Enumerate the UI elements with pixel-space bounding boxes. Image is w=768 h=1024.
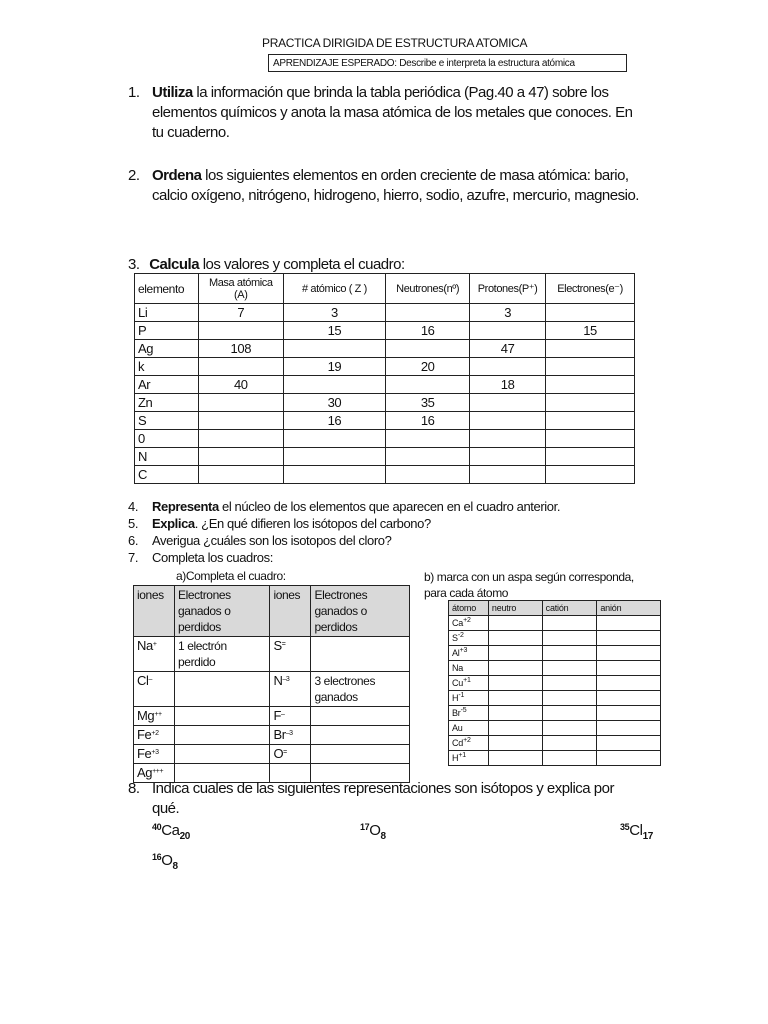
value-cell <box>470 322 546 340</box>
mark-cell <box>542 736 597 751</box>
table-b-title-line: para cada átomo <box>424 586 509 600</box>
mark-cell <box>488 646 542 661</box>
ion-symbol: Fe <box>137 746 152 761</box>
question-number: 8. <box>128 780 140 797</box>
value-cell <box>546 376 635 394</box>
electrons-cell <box>175 707 270 726</box>
ion-charge: +1 <box>458 751 466 759</box>
question-5 <box>128 515 560 532</box>
question-text: elementos químicos y anota la masa atómica de los metales que conoces. En <box>152 104 633 121</box>
table-row <box>449 631 661 646</box>
ion-symbol: Ca <box>452 617 464 628</box>
value-cell: 3 <box>470 304 546 322</box>
value-cell <box>283 376 386 394</box>
mark-cell <box>542 721 597 736</box>
question-6 <box>128 532 560 549</box>
electrons-cell <box>175 726 270 745</box>
table-b-title <box>424 569 634 601</box>
value-cell: 16 <box>386 412 470 430</box>
question-text: qué. <box>152 800 180 817</box>
ion-charge: -5 <box>460 706 467 714</box>
mark-cell <box>488 691 542 706</box>
ion-symbol: Cl <box>137 673 149 688</box>
question-verb: Explica <box>152 516 195 531</box>
atom-cell <box>449 736 489 751</box>
mark-cell <box>597 721 661 736</box>
table-row <box>135 466 635 484</box>
mass-number: 35 <box>620 822 630 832</box>
objective-text: Describe e interpreta la estructura atómica <box>396 58 575 69</box>
question-verb: Calcula <box>149 256 200 273</box>
mark-cell <box>542 661 597 676</box>
ion-symbol: H <box>452 692 459 703</box>
table-row <box>135 376 635 394</box>
value-cell: 40 <box>198 376 283 394</box>
value-cell <box>198 358 283 376</box>
value-cell <box>470 394 546 412</box>
question-text: calcio oxígeno, nitrógeno, hidrogeno, hierro, sodio, azufre, mercurio, magnesio. <box>152 187 639 204</box>
atomic-number: 17 <box>642 831 653 842</box>
value-cell: 108 <box>198 340 283 358</box>
value-cell <box>386 376 470 394</box>
ion-symbol: Au <box>452 722 463 733</box>
electrons-cell <box>175 672 270 707</box>
value-cell <box>198 448 283 466</box>
atom-cell <box>449 676 489 691</box>
learning-objective-box <box>268 54 627 72</box>
ion-symbol: Na <box>452 662 464 673</box>
element-cell: Ag <box>135 340 199 358</box>
mass-number: 40 <box>152 822 162 832</box>
value-cell <box>470 430 546 448</box>
column-header: átomo <box>449 601 489 616</box>
value-cell <box>283 430 386 448</box>
question-number: 4. <box>128 499 139 514</box>
element-symbol: O <box>369 822 381 839</box>
ion-cell <box>134 745 175 764</box>
ion-charge: +1 <box>463 676 471 684</box>
value-cell: 19 <box>283 358 386 376</box>
question-verb: Representa <box>152 499 219 514</box>
mark-cell <box>542 706 597 721</box>
table-row <box>134 672 410 707</box>
value-cell <box>546 430 635 448</box>
ions-table <box>133 585 410 783</box>
ion-cell <box>270 745 311 764</box>
table-row <box>135 430 635 448</box>
column-header: catión <box>542 601 597 616</box>
ion-symbol: O <box>273 746 284 761</box>
ion-cell <box>270 637 311 672</box>
table-b-title-line: b) marca con un aspa según corresponda, <box>424 570 634 584</box>
ion-symbol: Ag <box>137 765 153 780</box>
table-row <box>449 751 661 766</box>
ion-cell <box>270 726 311 745</box>
mark-cell <box>488 631 542 646</box>
table-row <box>135 322 635 340</box>
element-cell: P <box>135 322 199 340</box>
atomic-number: 8 <box>380 831 386 842</box>
column-header: Electrones ganados o perdidos <box>311 586 410 637</box>
mark-cell <box>542 646 597 661</box>
ion-symbol: Cu <box>452 677 464 688</box>
atomic-number: 20 <box>179 831 190 842</box>
mark-cell <box>597 751 661 766</box>
ion-symbol: S <box>452 632 458 643</box>
column-header: Masa atómica (A) <box>198 274 283 304</box>
table-row <box>449 661 661 676</box>
table-row <box>449 691 661 706</box>
column-header: iones <box>270 586 311 637</box>
atom-cell <box>449 721 489 736</box>
ion-symbol: H <box>452 752 459 763</box>
value-cell: 18 <box>470 376 546 394</box>
ion-charge: +2 <box>151 730 159 737</box>
value-cell: 35 <box>386 394 470 412</box>
table-row <box>135 304 635 322</box>
question-text: tu cuaderno. <box>152 124 230 141</box>
page-title: PRACTICA DIRIGIDA DE ESTRUCTURA ATOMICA <box>262 36 528 50</box>
ion-charge: +2 <box>463 736 471 744</box>
ion-charge: – <box>148 676 152 683</box>
atom-cell <box>449 751 489 766</box>
ion-charge: +3 <box>151 749 159 756</box>
table-row <box>135 340 635 358</box>
question-text: Completa los cuadros: <box>152 550 273 565</box>
question-4 <box>128 498 560 515</box>
value-cell <box>546 394 635 412</box>
question-2 <box>128 166 639 206</box>
table-row <box>135 448 635 466</box>
table-row <box>134 726 410 745</box>
electrons-cell <box>311 726 410 745</box>
table-header-row <box>449 601 661 616</box>
column-header: iones <box>134 586 175 637</box>
value-cell <box>283 448 386 466</box>
electrons-cell <box>175 745 270 764</box>
mark-cell <box>597 736 661 751</box>
isotope-notation <box>620 822 653 842</box>
value-cell <box>198 466 283 484</box>
value-cell <box>386 448 470 466</box>
ion-charge: = <box>281 641 286 648</box>
table-row <box>449 706 661 721</box>
value-cell <box>386 430 470 448</box>
question-8 <box>128 779 614 819</box>
question-text: la información que brinda la tabla periódica (Pag.40 a 47) sobre los <box>192 84 609 101</box>
column-header: Protones(P⁺) <box>470 274 546 304</box>
ion-symbol: F <box>273 708 281 723</box>
value-cell <box>283 466 386 484</box>
value-cell: 15 <box>546 322 635 340</box>
ion-cell <box>134 707 175 726</box>
value-cell: 20 <box>386 358 470 376</box>
ion-charge: –3 <box>282 676 290 683</box>
value-cell <box>198 322 283 340</box>
mark-cell <box>488 661 542 676</box>
value-cell: 47 <box>470 340 546 358</box>
ion-symbol: Br <box>452 707 461 718</box>
ion-symbol: Cd <box>452 737 464 748</box>
value-cell: 15 <box>283 322 386 340</box>
column-header: anión <box>597 601 661 616</box>
value-cell <box>386 466 470 484</box>
ion-symbol: Fe <box>137 727 152 742</box>
mark-cell <box>597 676 661 691</box>
value-cell: 16 <box>283 412 386 430</box>
table-row <box>135 394 635 412</box>
ion-charge: – <box>280 711 285 718</box>
value-cell <box>546 448 635 466</box>
ion-charge: +3 <box>459 646 468 654</box>
question-text: los siguientes elementos en orden creciente de masa atómica: bario, <box>201 167 629 184</box>
value-cell <box>198 412 283 430</box>
ion-charge: –3 <box>285 730 293 737</box>
electrons-cell <box>311 745 410 764</box>
element-cell: Zn <box>135 394 199 412</box>
question-number: 7. <box>128 550 139 565</box>
question-1 <box>128 83 632 143</box>
column-header: Electrones ganados o perdidos <box>175 586 270 637</box>
value-cell <box>198 430 283 448</box>
ion-symbol: S <box>273 638 282 653</box>
question-3 <box>128 255 405 275</box>
value-cell <box>546 340 635 358</box>
electrons-cell <box>311 707 410 726</box>
table-row <box>134 745 410 764</box>
table-row <box>134 637 410 672</box>
value-cell <box>386 304 470 322</box>
table-row <box>449 736 661 751</box>
value-cell <box>283 340 386 358</box>
objective-label: APRENDIZAJE ESPERADO: <box>273 58 397 69</box>
mark-cell <box>597 661 661 676</box>
ion-charge: -2 <box>457 631 464 639</box>
mark-cell <box>488 706 542 721</box>
atom-cell <box>449 706 489 721</box>
table-row <box>449 646 661 661</box>
ion-charge: = <box>283 749 287 756</box>
mark-cell <box>597 706 661 721</box>
table-row <box>135 358 635 376</box>
element-symbol: Ca <box>161 822 180 839</box>
question-verb: Ordena <box>152 167 202 184</box>
ion-cell <box>134 726 175 745</box>
mark-cell <box>597 631 661 646</box>
isotope-notation <box>360 822 386 842</box>
ion-symbol: N <box>273 673 283 688</box>
question-text: los valores y completa el cuadro: <box>199 256 405 273</box>
mark-cell <box>597 691 661 706</box>
column-header: # atómico ( Z ) <box>283 274 386 304</box>
ion-symbol: Mg <box>137 708 155 723</box>
atom-cell <box>449 661 489 676</box>
ion-cell <box>270 707 311 726</box>
mark-cell <box>542 631 597 646</box>
isotope-notation <box>152 852 178 872</box>
table-row <box>449 676 661 691</box>
ion-symbol: Na <box>137 638 153 653</box>
electrons-cell <box>311 637 410 672</box>
mark-cell <box>597 646 661 661</box>
atom-cell <box>449 631 489 646</box>
column-header: neutro <box>488 601 542 616</box>
element-cell: 0 <box>135 430 199 448</box>
value-cell <box>198 394 283 412</box>
mark-cell <box>488 736 542 751</box>
question-text: Indica cuales de las siguientes representaciones son isótopos y explica por <box>152 780 614 797</box>
mark-cell <box>542 616 597 631</box>
question-text: . ¿En qué difieren los isótopos del carbono? <box>194 516 431 531</box>
atom-cell <box>449 691 489 706</box>
ion-cell <box>134 672 175 707</box>
table-row <box>449 721 661 736</box>
atom-classification-table <box>448 600 661 766</box>
mark-cell <box>488 676 542 691</box>
mark-cell <box>488 751 542 766</box>
isotope-notation <box>152 822 190 842</box>
atom-cell <box>449 616 489 631</box>
questions-4-to-7 <box>128 498 560 566</box>
column-header: Electrones(e⁻) <box>546 274 635 304</box>
table-row <box>135 412 635 430</box>
value-cell: 16 <box>386 322 470 340</box>
question-text: Averigua ¿cuáles son los isotopos del cloro? <box>152 533 392 548</box>
ion-symbol: Br <box>273 727 286 742</box>
value-cell <box>470 412 546 430</box>
table-row <box>134 707 410 726</box>
electrons-cell: 3 electrones ganados <box>311 672 410 707</box>
ion-cell <box>134 637 175 672</box>
value-cell: 3 <box>283 304 386 322</box>
value-cell <box>386 340 470 358</box>
ion-charge: -1 <box>458 691 465 699</box>
mark-cell <box>542 691 597 706</box>
mark-cell <box>597 616 661 631</box>
element-cell: S <box>135 412 199 430</box>
question-text: el núcleo de los elementos que aparecen en el cuadro anterior. <box>218 499 561 514</box>
value-cell <box>546 466 635 484</box>
question-number: 1. <box>128 84 140 101</box>
atomic-values-table <box>134 273 635 484</box>
element-cell: Ar <box>135 376 199 394</box>
ion-charge: ++ <box>154 711 162 718</box>
value-cell <box>470 358 546 376</box>
electrons-cell: 1 electrón perdido <box>175 637 270 672</box>
column-header: elemento <box>135 274 199 304</box>
value-cell <box>546 304 635 322</box>
ion-cell <box>270 672 311 707</box>
mass-number: 16 <box>152 852 162 862</box>
value-cell <box>470 448 546 466</box>
question-7 <box>128 549 560 566</box>
table-header-row <box>135 274 635 304</box>
ion-charge: + <box>152 641 157 648</box>
mark-cell <box>488 616 542 631</box>
ion-symbol: Al <box>452 647 460 658</box>
mark-cell <box>488 721 542 736</box>
question-verb: Utiliza <box>152 84 193 101</box>
element-symbol: Cl <box>629 822 643 839</box>
column-header: Neutrones(nº) <box>386 274 470 304</box>
ion-charge: +2 <box>463 616 471 624</box>
table-row <box>449 616 661 631</box>
value-cell <box>546 358 635 376</box>
value-cell: 7 <box>198 304 283 322</box>
mass-number: 17 <box>360 822 370 832</box>
value-cell <box>546 412 635 430</box>
mark-cell <box>542 751 597 766</box>
element-symbol: O <box>161 852 173 869</box>
question-number: 5. <box>128 516 139 531</box>
atom-cell <box>449 646 489 661</box>
element-cell: Li <box>135 304 199 322</box>
element-cell: C <box>135 466 199 484</box>
value-cell: 30 <box>283 394 386 412</box>
mark-cell <box>542 676 597 691</box>
element-cell: k <box>135 358 199 376</box>
ion-charge: +++ <box>152 768 164 775</box>
element-cell: N <box>135 448 199 466</box>
atomic-number: 8 <box>172 861 178 872</box>
value-cell <box>470 466 546 484</box>
question-number: 2. <box>128 167 140 184</box>
question-number: 3. <box>128 256 140 273</box>
question-number: 6. <box>128 533 139 548</box>
table-header-row <box>134 586 410 637</box>
table-a-title: a)Completa el cuadro: <box>176 569 286 583</box>
